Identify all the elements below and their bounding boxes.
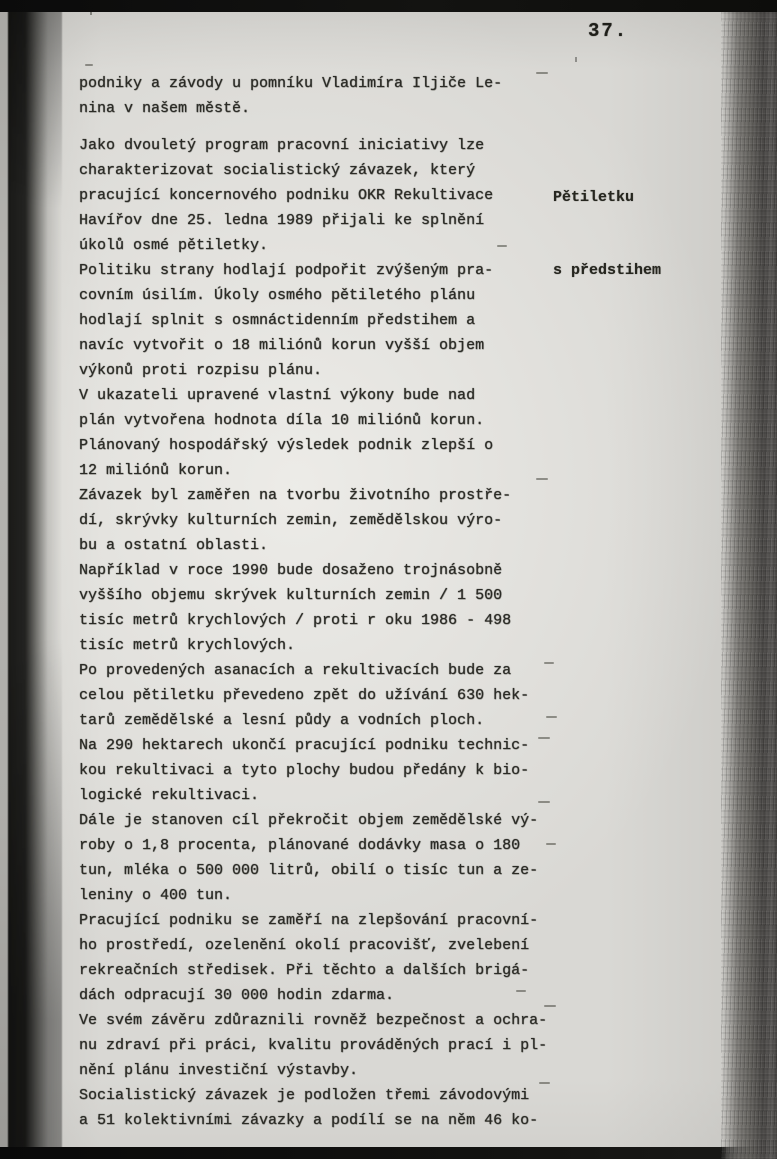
paragraph — [79, 908, 557, 1008]
text-line: Pracující podniku se zaměří na zlepšování pracovní- — [79, 912, 539, 929]
text-line: Ve svém závěru zdůraznili rovněž bezpečnost a ochra- — [79, 1012, 548, 1029]
text-line: roby o 1,8 procenta, plánované dodávky masa o 180 — [79, 837, 521, 854]
text-line: tisíc metrů krychlových / proti r oku 1986 - 498 — [79, 612, 512, 629]
text-line: rekreačních středisek. Při těchto a dalších brigá- — [79, 962, 530, 979]
text-line: Plánovaný hospodářský výsledek podnik zlepší o — [79, 437, 494, 454]
scan-border-bottom — [0, 1147, 777, 1159]
paragraph — [79, 733, 557, 808]
text-line: Politiku strany hodlají podpořit zvýšeným pra- — [79, 262, 494, 279]
stray-pencil-mark — [85, 64, 93, 66]
paragraph — [79, 71, 557, 121]
text-line: leniny o 400 tun. — [79, 887, 233, 904]
stray-pencil-mark — [536, 478, 548, 480]
text-line: tisíc metrů krychlových. — [79, 637, 296, 654]
text-line: V ukazateli upravené vlastní výkony bude nad — [79, 387, 476, 404]
paragraph — [79, 483, 557, 558]
body-text — [79, 71, 557, 1133]
text-line: tarů zemědělské a lesní půdy a vodních ploch. — [79, 712, 485, 729]
stray-pencil-mark — [538, 737, 550, 739]
text-line: charakterizovat socialistický závazek, který — [79, 162, 476, 179]
paragraph — [79, 133, 557, 258]
margin-note-line: s předstihem — [553, 262, 662, 279]
stray-pencil-mark — [544, 662, 554, 664]
text-line: dí, skrývky kulturních zemin, zemědělskou výro- — [79, 512, 503, 529]
text-line: hodlají splnit s osmnáctidenním předstihem a — [79, 312, 476, 329]
text-line: Socialistický závazek je podložen třemi závodovými — [79, 1087, 530, 1104]
text-line: Havířov dne 25. ledna 1989 přijali ke splnění — [79, 212, 485, 229]
text-line: covním úsilím. Úkoly osmého pětiletého plánu — [79, 287, 476, 304]
margin-note-line: Pětiletku — [553, 189, 635, 206]
text-line: tun, mléka o 500 000 litrů, obilí o tisíc tun a ze- — [79, 862, 539, 879]
text-line: výkonů proti rozpisu plánu. — [79, 362, 323, 379]
scan-border-top — [0, 0, 777, 12]
text-line: Dále je stanoven cíl překročit objem zemědělské vý- — [79, 812, 539, 829]
text-line: 12 miliónů korun. — [79, 462, 233, 479]
paragraph — [79, 258, 557, 383]
text-line: Jako dvouletý program pracovní iniciativy lze — [79, 137, 485, 154]
text-line: vyššího objemu skrývek kulturních zemin / 1 500 — [79, 587, 503, 604]
stray-pencil-mark — [539, 1082, 550, 1084]
margin-note — [553, 138, 661, 332]
text-line: celou pětiletku převedeno zpět do užívání 630 hek- — [79, 687, 530, 704]
stray-pencil-mark — [516, 990, 526, 992]
book-spine-texture — [721, 0, 777, 1159]
paragraph — [79, 1083, 557, 1133]
text-line: nina v našem městě. — [79, 100, 251, 117]
text-line: Na 290 hektarech ukončí pracující podniku technic- — [79, 737, 530, 754]
stray-pencil-mark — [546, 843, 556, 845]
paragraph — [79, 558, 557, 658]
stray-pencil-mark — [536, 72, 548, 74]
page-number: 37. — [588, 20, 629, 42]
text-line: Například v roce 1990 bude dosaženo trojnásobně — [79, 562, 503, 579]
stray-pencil-mark — [497, 245, 507, 247]
text-line: Závazek byl zaměřen na tvorbu životního prostře- — [79, 487, 512, 504]
stray-pencil-mark — [538, 801, 550, 803]
paragraph — [79, 658, 557, 733]
text-line: Po provedených asanacích a rekultivacích bude za — [79, 662, 512, 679]
book-binding-shadow — [8, 0, 62, 1159]
text-line: dách odpracují 30 000 hodin zdarma. — [79, 987, 395, 1004]
stray-pencil-mark — [546, 716, 557, 718]
paragraph — [79, 383, 557, 483]
text-line: podniky a závody u pomníku Vladimíra Iljiče Le- — [79, 75, 503, 92]
text-line: ho prostředí, ozelenění okolí pracovišť, zvelebení — [79, 937, 530, 954]
text-line: úkolů osmé pětiletky. — [79, 237, 269, 254]
text-line: plán vytvořena hodnota díla 10 miliónů korun. — [79, 412, 485, 429]
paragraph — [79, 808, 557, 908]
text-line: a 51 kolektivními závazky a podílí se na něm 46 ko- — [79, 1112, 539, 1129]
paragraph — [79, 1008, 557, 1083]
text-line: nu zdraví při práci, kvalitu prováděných prací i pl- — [79, 1037, 548, 1054]
stray-pencil-mark — [544, 1005, 556, 1007]
text-line: logické rekultivaci. — [79, 787, 260, 804]
text-line: navíc vytvořit o 18 miliónů korun vyšší objem — [79, 337, 485, 354]
text-line: kou rekultivaci a tyto plochy budou předány k bio- — [79, 762, 530, 779]
text-line: bu a ostatní oblasti. — [79, 537, 269, 554]
text-line: nění plánu investiční výstavby. — [79, 1062, 359, 1079]
text-line: pracující koncernového podniku OKR Rekultivace — [79, 187, 494, 204]
